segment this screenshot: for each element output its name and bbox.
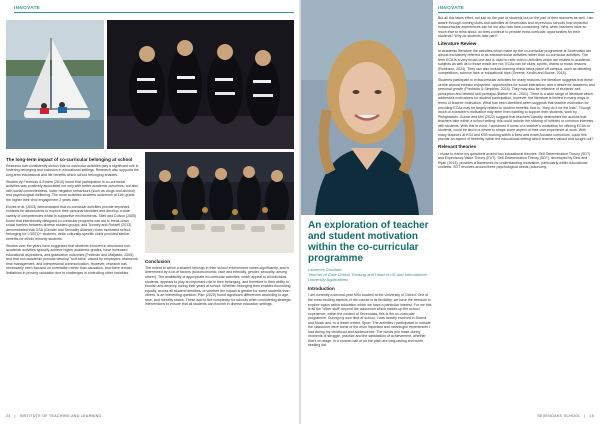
sailing-photo [6,20,104,149]
section-title-introduction: Introduction [308,286,335,291]
paragraph: Eccles et al. (2003) demonstrated that co-curricular activities provide important contexts for adolescents to explore their personal identities and develop a wide variety of competencies whilst in supportive environments. Stiell and Colson (2005) found that intentionally designed co-curricular programs can aid to break down social barriers between diverse student groups, and Toomey and Russell (2013) demonstrated that GSA (Gender and Sexuality Alliance) clubs increased school belonging for LGBTQ+ students, while culturally-specific clubs provided similar benefits for ethnic minority students. [6,204,137,241]
paragraph: But all this takes effort, not just on the part of students but on the part of their teachers as well. I am aware through running clubs and activities at Sevenoaks and at previous schools how impactful extracurricular experiences can be but also how time-consuming. Why, when teachers have so much else to think about, do they continue to provide extra-curricular opportunities for their students? Why do students take part? [438,16,594,39]
right-text-column [438,16,595,172]
section-title-long-term-impact: The long-term impact of co-curricular belonging at school [6,156,133,162]
footer-text-right: SEVENOAKS SCHOOL [537,414,581,418]
header-rule-right [438,12,594,13]
paragraph: Studies by Fredricks & Eccles (2010) found that participation in co-curricular activities was positively associated not only with better academic outcomes, but also with social connectedness, lower negative behaviours (such as drugs and alcohol) and psychological wellbeing. The more activities students undertook at 11th grade, the higher their civic engagement 2 years later. [6,179,139,203]
section-title-conclusion: Conclusion [145,258,171,264]
page-number-left: 24 [6,414,11,418]
paragraph: I am currently a second-year MSc student at the University of Oxford. One of the most exciting aspects of the course is its flexibility: we have the freedom to explore topics within education which we have a particular interest. For me this is all the "other stuff" beyond the classroom which makes up the school experience, within the context of Sevenoaks, this is the co-curricular programme. During my own time at school, I was heavily involved in Drama and Music and, to a lesser extent, Sport. The activities I participated in outside the classroom were some of the most important and meaningful experiences I had during my childhood and adolescence. The bonds you make during moments of struggle, practice and the satisfaction of achievement, whether that's on-stage, in a concert hall or on the pitch are long-lasting and worth seeking out. [308,293,432,348]
handbell-ensemble-photo [145,152,294,253]
paragraph: Students participate in extracurricular activities for many reasons; the literature suggests that these centre around intrinsic enjoyment, opportunities for social interaction, and a desire for academic and personal growth (Fredricks & Simpkins, 2015). They may also be reflective of students' self-perception and desired self-portrayal (Barber et al., 2001). There is a wide range of literature which addresses motivations for student participation, however, the literature is limited in many ways in terms of teacher motivation. What has been identified seem suggests that teacher motivation for providing ECAs may be largely related to student benefits; that is, "they do it for the kids". Though much of a teacher's motivation may stem from wanting to support their students, work by Pishghadam, Golzar and Miri (2022) suggest that teachers' identity determines the actions that teachers take within a school setting; this could include the sharing of hobbies or common interests with students. With this in mind, I wondered if some of a teacher's motivation for offering ECAs to students, could be tied to a desire to shape some aspect of their own experience at work. With many teachers at KS4 and KS5 working within a fixed and exam-focused curriculum, could this provide an aspect of flexibility within the educational setting which teachers valued and sought out? [438,78,595,142]
left-text-column [6,154,139,278]
article-title: An exploration of teacher and student motivation within the co-curricular programme [308,220,429,264]
header-label-left: INNOVATE [14,5,41,10]
section-title-literature-review: Literature Review [438,41,477,47]
paragraph: The extent to which a student belongs in their school environment varies significantly, and is determined by a lot of factors (socioeconomic, race and ethnicity, gender, sexuality, among others). The availability of appropriate co-curricular activities, which appeal to all individual students, appears to play an important role in their belonging, and therefore in their ability to flourish and develop during their years at school. Whether belonging then enables flourishing equally, across all student identities, or whether the impact is greater for some students than others, is an interesting question. Parr (2020) found significant differences according to age, race, and minority status. These add to the complexity for schools when considering strategic interventions to ensure that all students can flourish in diverse education settings. [145,265,292,307]
paragraph: I chose to frame my questions around two educational theories: Self-Determination Theory (SDT) and Expectancy-Value Theory (EVT). Self-Determination Theory (SDT), developed by Deci and Ryan (2013), provides a framework for understanding motivation, particularly within educational contexts. SDT revolves around three psychological needs (autonomy, [438,151,591,170]
author-byline [308,267,432,282]
section-title-relevant-theories: Relevant theories [438,144,477,150]
footer-right: SEVENOAKS SCHOOL | 25 [537,414,594,418]
author-role: Teacher of Core Critical Thinking and Head of US and International University Applications [308,272,427,282]
paragraph: Research has consistently shown that co-curricular activities play a significant role in fostering belonging and inclusion in educational settings. Research also supports the long-term educational and life benefits which school belonging enables. [6,163,139,177]
article-title-block [308,220,432,350]
footer-text-left: INSTITUTE OF TEACHING AND LEARNING [19,414,102,418]
author-name: Laurence Goodwin [308,267,342,272]
header-rule-left [14,12,294,13]
header-label-right: INNOVATE [438,5,465,10]
page-number-right: 25 [589,414,594,418]
music-group-photo [107,20,294,149]
paragraph: Studies over the years have suggested that students involved in structured non-academic activities typically achieve higher academic grades, have increased educational aspirations, and graduation outcomes (Feldman and Matjasko, 2005), and that non-academic pursuits develop "soft skills" valued by employers: teamwork, time management, and interpersonal communication. However, research has necessarily been focused on correlation rather than causation, and there remain limitations in proving causation due to challenges in controlling other variables. [6,243,139,275]
author-portrait-photo [301,0,433,215]
footer-left: 24 | INSTITUTE OF TEACHING AND LEARNING [6,414,102,418]
conclusion-column [145,256,294,309]
paragraph: In academic literature the activities which make up the co-curricular programme at Sevenoaks are almost exclusively referred to as extracurricular activities rather than co-curricular activities. The term ECA is a very broad one and is used to refer both to activities which are related to academic subjects as well as to those which are not; ECAs can be clubs, sports, drama or music lessons (Robinson, 2024). They can also include learning which takes place off campus, such as debating competitions, science fairs or educational trips (Greene, Krcdin and Boone, 2016). [438,48,592,76]
left-page [0,0,299,424]
right-page [301,0,600,424]
